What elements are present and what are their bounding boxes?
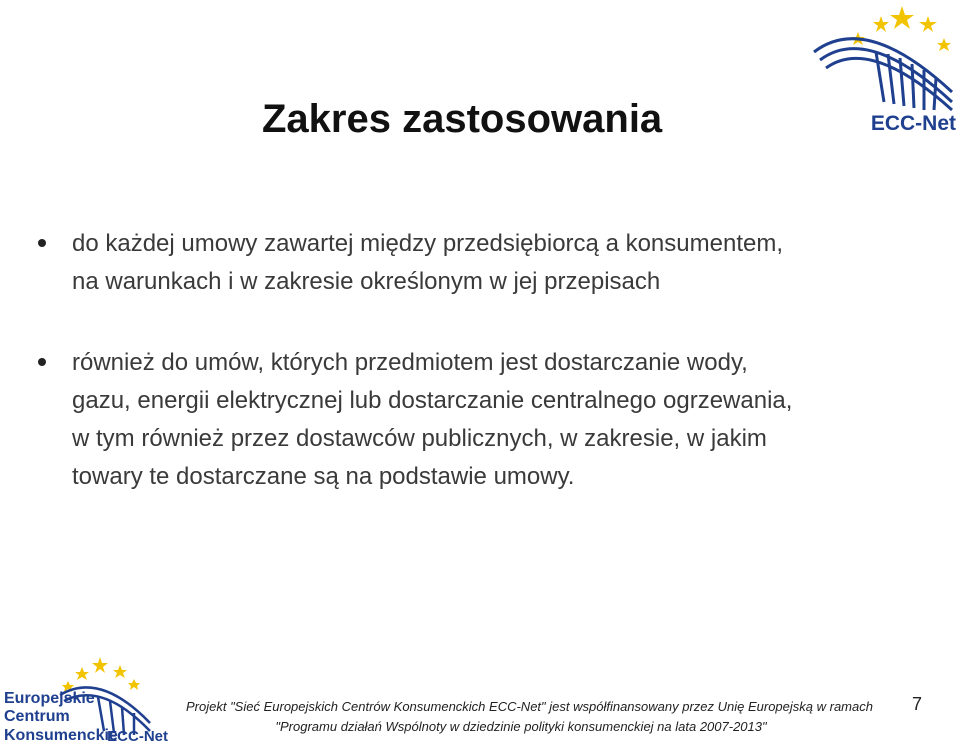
bullet-line: do każdej umowy zawartej między przedsiębiorcą a konsumentem,: [72, 230, 783, 257]
footer-line: "Programu działań Wspólnoty w dziedzinie polityki konsumenckiej na lata 2007-2013": [275, 719, 767, 734]
ecc-poland-logo: [0, 653, 170, 746]
logo-brand-text: ECC-Net: [107, 728, 168, 745]
bullet-list: [38, 225, 928, 539]
slide-title: Zakres zastosowania: [262, 96, 663, 141]
ecc-net-logo-text: ECC-Net: [870, 112, 956, 135]
bullet-dot-icon: [38, 239, 46, 247]
bullet-line: towary te dostarczane są na podstawie umowy.: [72, 463, 575, 490]
bullet-line: w tym również przez dostawców publicznych, w zakresie, w jakim: [72, 425, 767, 452]
bullet-line: na warunkach i w zakresie określonym w jej przepisach: [72, 268, 661, 295]
footer-note: [186, 697, 873, 737]
bullet-item: [38, 344, 928, 496]
ecc-net-logo: [806, 2, 958, 136]
bullet-item: [38, 225, 928, 301]
bullet-line: również do umów, których przedmiotem jest dostarczanie wody,: [72, 349, 748, 376]
bullet-dot-icon: [38, 358, 46, 366]
page-number: 7: [912, 694, 923, 714]
logo-text-line2: Centrum: [4, 708, 70, 725]
bullet-line: gazu, energii elektrycznej lub dostarczanie centralnego ogrzewania,: [72, 387, 793, 414]
logo-text-line3: Konsumenckie: [4, 727, 118, 744]
logo-text-line1: Europejskie: [4, 690, 95, 707]
footer-line: Projekt "Sieć Europejskich Centrów Konsumenckich ECC-Net" jest współfinansowany przez Unię Europejską w ramach: [186, 699, 873, 714]
